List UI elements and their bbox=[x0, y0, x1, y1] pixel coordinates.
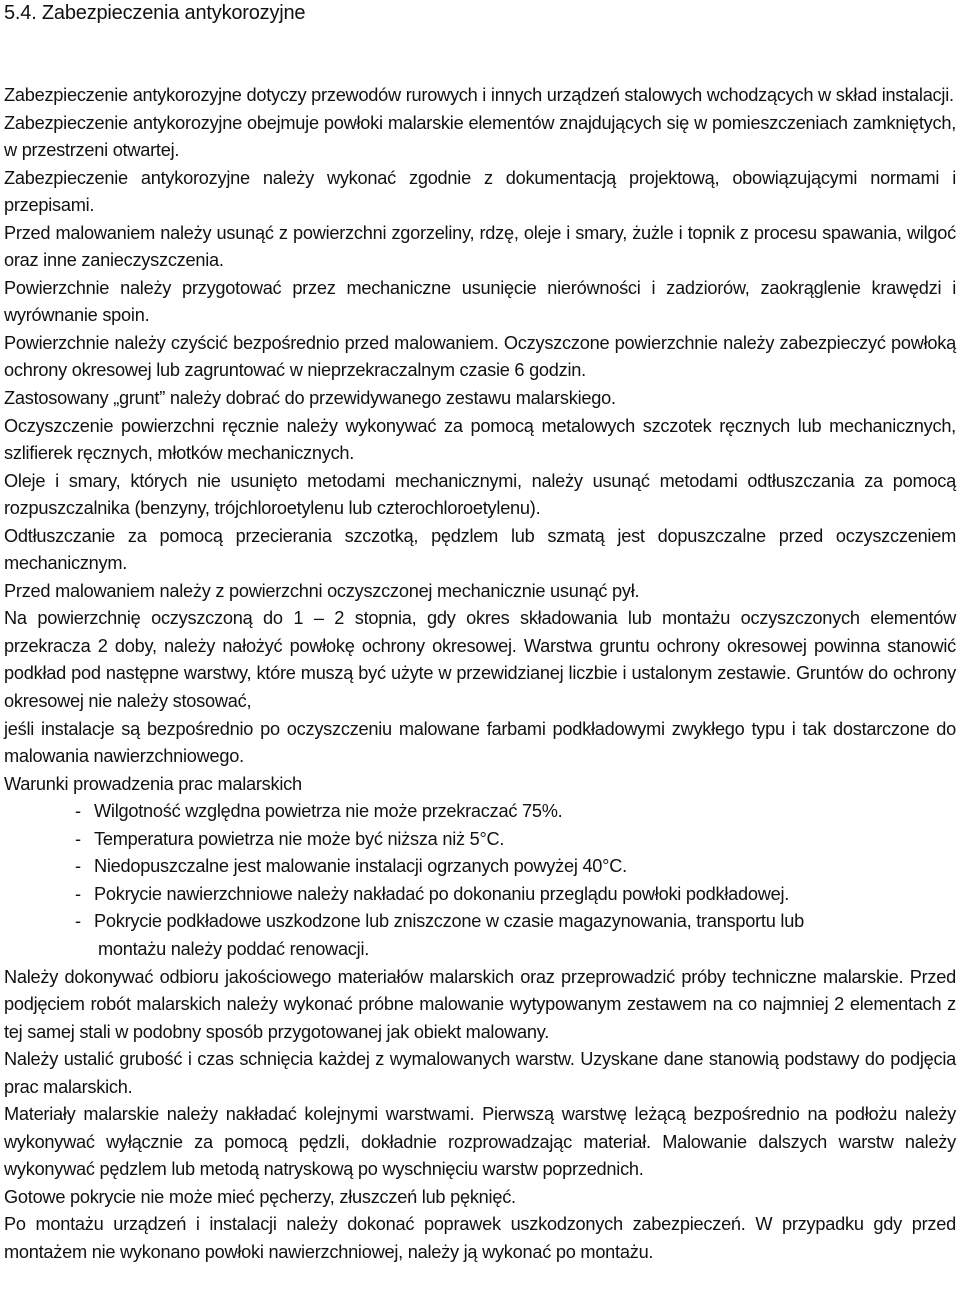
paragraph: Oczyszczenie powierzchni ręcznie należy wykonywać za pomocą metalowych szczotek ręcznych lub mechanicznych, szlifierek ręcznych, młotków mechanicznych. bbox=[4, 415, 956, 464]
paragraph: Na powierzchnię oczyszczoną do 1 – 2 stopnia, gdy okres składowania lub montażu oczyszczonych elementów przekracza 2 doby, należy nałożyć powłokę ochrony okresowej. Warstwa gruntu ochrony okresowej powinna stanowić podkład pod następne warstwy, które muszą być użyte w przewidzianej liczbie i ustalonym zestawie. Gruntów do ochrony okresowej nie należy stosować, bbox=[4, 608, 956, 712]
paragraph: Po montażu urządzeń i instalacji należy dokonać poprawek uszkodzonych zabezpieczeń. W przypadku gdy przed montażem nie wykonano powłoki nawierzchniowej, należy ją wykonać po montażu. bbox=[4, 1214, 956, 1262]
list-dash: - bbox=[75, 828, 81, 849]
list-item bbox=[4, 853, 956, 881]
paragraph: Zabezpieczenie antykorozyjne obejmuje powłoki malarskie elementów znajdujących się w pomieszczeniach zamkniętych, w przestrzeni otwartej. bbox=[4, 112, 956, 161]
section-heading: 5.4. Zabezpieczenia antykorozyjne bbox=[4, 2, 306, 24]
list-item-text: Pokrycie podkładowe uszkodzone lub zniszczone w czasie magazynowania, transportu lub bbox=[94, 911, 804, 932]
paragraph: Zabezpieczenie antykorozyjne należy wykonać zgodnie z dokumentacją projektową, obowiązującymi normami i przepisami. bbox=[4, 167, 956, 216]
paragraph: Zabezpieczenie antykorozyjne dotyczy przewodów rurowych i innych urządzeń stalowych wchodzących w skład instalacji. bbox=[4, 85, 954, 105]
list-item bbox=[4, 798, 956, 826]
list-item-continuation: montażu należy poddać renowacji. bbox=[98, 938, 370, 959]
paragraph: Należy dokonywać odbioru jakościowego materiałów malarskich oraz przeprowadzić próby techniczne malarskie. Przed podjęciem robót malarskich należy wykonać próbne malowanie wytypowanym zestawem na co najmniej 2 elementach z tej samej stali w podobny sposób przygotowanej jak obiekt malowany. bbox=[4, 966, 956, 1042]
list-item-text: Temperatura powietrza nie może być niższa niż 5°C. bbox=[94, 828, 505, 849]
list-item-text: Niedopuszczalne jest malowanie instalacji ogrzanych powyżej 40°C. bbox=[94, 856, 627, 877]
document-body bbox=[4, 82, 956, 1267]
paragraph: Odtłuszczanie za pomocą przecierania szczotką, pędzlem lub szmatą jest dopuszczalne przed oczyszczeniem mechanicznym. bbox=[4, 525, 956, 574]
list-dash: - bbox=[75, 856, 81, 877]
paragraph: Przed malowaniem należy z powierzchni oczyszczonej mechanicznie usunąć pył. bbox=[4, 580, 640, 601]
list-item bbox=[4, 826, 956, 854]
paragraph: Przed malowaniem należy usunąć z powierzchni zgorzeliny, rdzę, oleje i smary, żużle i topnik z procesu spawania, wilgoć oraz inne zanieczyszczenia. bbox=[4, 222, 956, 271]
list-dash: - bbox=[75, 911, 81, 932]
list-item bbox=[4, 908, 956, 963]
list-dash: - bbox=[75, 801, 81, 822]
list-intro: Warunki prowadzenia prac malarskich bbox=[4, 773, 302, 794]
paragraph: Oleje i smary, których nie usunięto metodami mechanicznymi, należy usunąć metodami odtłuszczania za pomocą rozpuszczalnika (benzyny, trójchloroetylenu lub czterochloroetylenu). bbox=[4, 470, 956, 519]
list-item-text: Wilgotność względna powietrza nie może przekraczać 75%. bbox=[94, 801, 563, 822]
paragraph: Powierzchnie należy czyścić bezpośrednio przed malowaniem. Oczyszczone powierzchnie należy zabezpieczyć powłoką ochrony okresowej lub zagruntować w nieprzekraczalnym czasie 6 godzin. bbox=[4, 332, 956, 381]
paragraph: Gotowe pokrycie nie może mieć pęcherzy, złuszczeń lub pęknięć. bbox=[4, 1186, 516, 1207]
document-page bbox=[4, 0, 956, 1267]
list-dash: - bbox=[75, 883, 81, 904]
list-item-text: Pokrycie nawierzchniowe należy nakładać po dokonaniu przeglądu powłoki podkładowej. bbox=[94, 883, 790, 904]
paragraph: Należy ustalić grubość i czas schnięcia każdej z wymalowanych warstw. Uzyskane dane stanowią podstawy do podjęcia prac malarskich. bbox=[4, 1049, 956, 1097]
conditions-list bbox=[4, 798, 956, 963]
list-item bbox=[4, 881, 956, 909]
paragraph: Zastosowany „grunt” należy dobrać do przewidywanego zestawu malarskiego. bbox=[4, 388, 616, 409]
paragraph: jeśli instalacje są bezpośrednio po oczyszczeniu malowane farbami podkładowymi zwykłego typu i tak dostarczone do malowania nawierzchniowego. bbox=[4, 718, 956, 767]
paragraph: Materiały malarskie należy nakładać kolejnymi warstwami. Pierwszą warstwę leżącą bezpośrednio na podłożu należy wykonywać wyłącznie za pomocą pędzli, dokładnie rozprowadzając materiał. Malowanie dalszych warstw należy wykonywać pędzlem lub metodą natryskową po wyschnięciu warstw poprzednich. bbox=[4, 1104, 956, 1180]
paragraph: Powierzchnie należy przygotować przez mechaniczne usunięcie nierówności i zadziorów, zaokrąglenie krawędzi i wyrównanie spoin. bbox=[4, 277, 956, 326]
